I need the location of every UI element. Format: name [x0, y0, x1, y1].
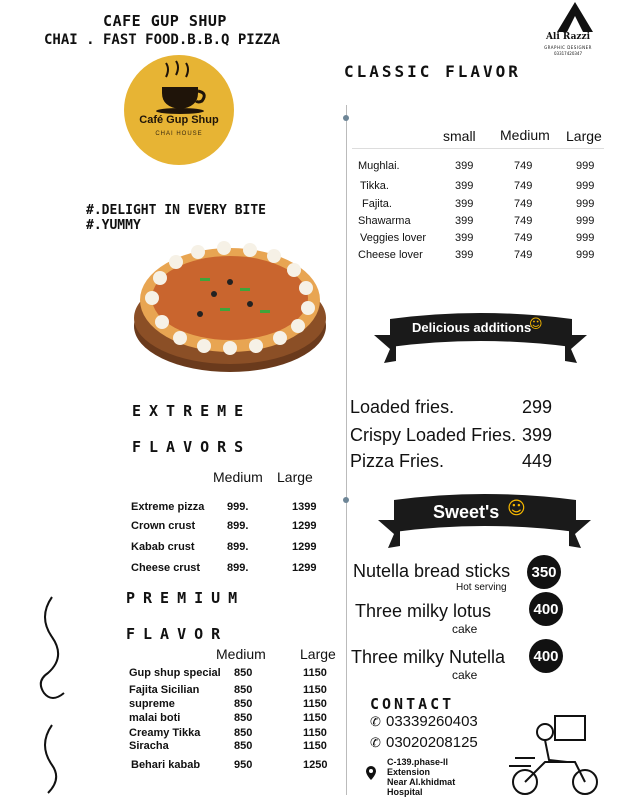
classic-item-name: Fajita.: [362, 198, 392, 210]
addition-name: Crispy Loaded Fries.: [350, 425, 517, 445]
classic-price-medium: 749: [514, 232, 533, 244]
slogan-1: #.DELIGHT IN EVERY BITE: [86, 203, 267, 218]
address-line: C-139.phase-ll: [387, 757, 449, 767]
classic-price-large: 999: [576, 198, 595, 210]
cafe-logo: [124, 55, 234, 165]
classic-price-small: 399: [455, 180, 474, 192]
classic-price-medium: 749: [514, 249, 533, 261]
extreme-price-large: 1399: [292, 501, 317, 513]
extreme-price-large: 1299: [292, 520, 317, 532]
addition-price: 449: [522, 451, 553, 471]
divider-line: [346, 105, 347, 795]
extreme-item-name: Cheese crust: [131, 562, 201, 574]
extreme-item-name: Extreme pizza: [131, 501, 205, 513]
additions-title: Delicious additions: [412, 320, 532, 335]
sweet-name: Three milky Nutella: [351, 647, 506, 667]
addition-price: 399: [522, 425, 553, 445]
extreme-price-medium: 899.: [227, 520, 249, 532]
premium-item-name: Gup shup special: [129, 667, 221, 679]
extreme-item-name: Kabab crust: [131, 541, 195, 553]
premium-price-medium: 850: [234, 727, 253, 739]
address-line: Near Al.khidmat: [387, 777, 456, 787]
classic-price-small: 399: [455, 198, 474, 210]
classic-item-name: Mughlai.: [358, 160, 400, 172]
extreme-price-large: 1299: [292, 541, 317, 553]
premium-price-medium: 850: [234, 684, 253, 696]
extreme-title: EXTREME: [132, 402, 252, 420]
classic-price-large: 999: [576, 160, 595, 172]
divider-dot: [343, 115, 349, 121]
premium-item-name: Fajita Sicilian: [129, 684, 200, 696]
classic-price-large: 999: [576, 215, 595, 227]
premium-price-medium: 850: [234, 667, 253, 679]
premium-price-large: 1150: [303, 740, 327, 752]
extreme-header-medium: Medium: [213, 469, 263, 485]
phone-icon: ✆: [370, 715, 381, 730]
classic-price-medium: 749: [514, 180, 533, 192]
classic-price-large: 999: [576, 249, 595, 261]
logo-subtitle: CHAI HOUSE: [155, 131, 203, 137]
classic-header-small: small: [443, 128, 476, 144]
addition-price: 299: [522, 397, 553, 417]
cafe-name: CAFE GUP SHUP: [103, 12, 227, 30]
address-line: Extension: [387, 767, 431, 777]
extreme-price-medium: 899.: [227, 562, 249, 574]
location-pin-icon: [366, 766, 376, 780]
premium-price-medium: 850: [234, 712, 253, 724]
sweet-subtitle: Hot serving: [456, 582, 507, 593]
premium-title-2: FLAVOR: [126, 625, 229, 643]
pizza-image: [130, 228, 330, 378]
cafe-tagline: CHAI . FAST FOOD.B.B.Q PIZZA: [44, 32, 281, 48]
contact-title: CONTACT: [370, 695, 455, 713]
premium-header-large: Large: [300, 646, 336, 662]
extreme-header-large: Large: [277, 469, 313, 485]
premium-price-large: 1150: [303, 698, 327, 710]
address-line: Hospital: [387, 787, 423, 797]
phone-number[interactable]: 03339260403: [386, 713, 478, 730]
additions-ribbon: [368, 305, 593, 375]
premium-price-large: 1150: [303, 667, 327, 679]
addition-name: Pizza Fries.: [350, 451, 445, 471]
extreme-price-medium: 899.: [227, 541, 249, 553]
sweet-price-badge: 400: [529, 592, 563, 626]
sweets-ribbon: [372, 490, 597, 560]
extreme-price-medium: 999.: [227, 501, 249, 513]
premium-item-name: supreme: [129, 698, 175, 710]
classic-price-small: 399: [455, 160, 474, 172]
classic-price-small: 399: [455, 215, 474, 227]
sweet-subtitle: cake: [452, 668, 478, 682]
address: [387, 757, 455, 797]
classic-flavor-title: CLASSIC FLAVOR: [344, 62, 521, 81]
sweet-price-badge: 350: [527, 555, 561, 589]
sweet-subtitle: cake: [452, 622, 478, 636]
classic-item-name: Shawarma: [358, 215, 411, 227]
classic-price-medium: 749: [514, 198, 533, 210]
sweets-title: Sweet's: [433, 502, 500, 522]
premium-price-large: 1250: [303, 759, 328, 771]
extreme-price-large: 1299: [292, 562, 317, 574]
designer-logo-icon: [555, 2, 595, 32]
classic-price-medium: 749: [514, 160, 533, 172]
classic-price-small: 399: [455, 249, 474, 261]
premium-item-name: Creamy Tikka: [129, 727, 201, 739]
classic-header-rule: [352, 148, 604, 149]
addition-name: Loaded fries.: [350, 397, 455, 417]
designer-name: Ali Razzi: [545, 32, 591, 42]
extreme-title-2: FLAVORS: [132, 438, 252, 456]
premium-price-large: 1150: [303, 727, 327, 739]
classic-item-name: Veggies lover: [360, 232, 427, 244]
classic-item-name: Cheese lover: [358, 249, 423, 261]
sweet-name: Nutella bread sticks: [353, 561, 511, 581]
designer-role: GRAPHIC DESIGNER: [544, 45, 592, 50]
premium-item-name: malai boti: [129, 712, 181, 724]
logo-name: Café Gup Shup: [139, 114, 219, 126]
sweet-name: Three milky lotus: [355, 601, 492, 621]
smile-emoji-icon: ☺: [507, 498, 526, 519]
teacup-icon: [124, 55, 234, 165]
phone-number[interactable]: 03020208125: [386, 734, 478, 751]
classic-item-name: Tikka.: [360, 180, 389, 192]
extreme-item-name: Crown crust: [131, 520, 196, 532]
designer-phone: 03317420347: [554, 51, 582, 56]
premium-header-medium: Medium: [216, 646, 266, 662]
premium-title: PREMIUM: [126, 589, 246, 607]
smile-emoji-icon: ☺: [529, 317, 543, 332]
delivery-scooter-icon: [505, 712, 605, 798]
swirl-ornament-icon: [30, 595, 80, 795]
premium-item-name: Behari kabab: [131, 759, 201, 771]
classic-header-large: Large: [566, 128, 602, 144]
divider-dot: [343, 497, 349, 503]
premium-item-name: Siracha: [129, 740, 169, 752]
premium-price-medium: 850: [234, 698, 253, 710]
classic-price-small: 399: [455, 232, 474, 244]
premium-price-large: 1150: [303, 712, 327, 724]
classic-price-large: 999: [576, 180, 595, 192]
premium-price-medium: 850: [234, 740, 253, 752]
slogan-2: #.YUMMY: [86, 218, 141, 233]
sweet-price-badge: 400: [529, 639, 563, 673]
classic-header-medium: Medium: [500, 127, 550, 143]
phone-icon: ✆: [370, 736, 381, 751]
classic-price-large: 999: [576, 232, 595, 244]
classic-price-medium: 749: [514, 215, 533, 227]
premium-price-medium: 950: [234, 759, 253, 771]
premium-price-large: 1150: [303, 684, 327, 696]
